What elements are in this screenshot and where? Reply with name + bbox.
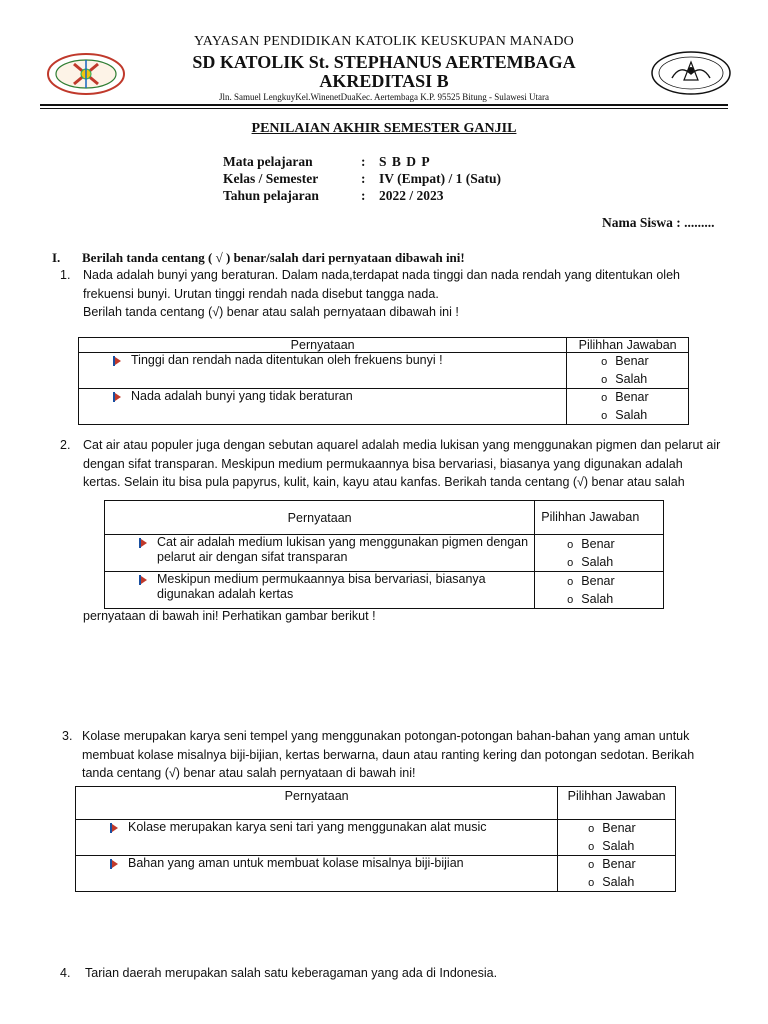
question-line: Berilah tanda centang (√) benar atau salah pernyataan dibawah ini !: [83, 305, 459, 320]
option-salah[interactable]: o Salah: [567, 554, 614, 569]
question-line: frekuensi bunyi. Urutan tinggi rendah nada disebut tangga nada.: [83, 286, 439, 301]
question-number: 4.: [60, 966, 71, 980]
info-label: Mata pelajaran: [223, 154, 313, 169]
question-line: membuat kolase misalnya biji-bijian, kertas berwarna, daun atau ranting kering dan potongan sedotan. Berikah: [82, 747, 695, 762]
question-number: 2.: [60, 438, 71, 452]
option-salah[interactable]: o Salah: [567, 591, 614, 606]
info-value: 2022 / 2023: [379, 188, 444, 203]
arrow-bullet-icon: [106, 859, 118, 869]
info-subject: Mata pelajaran : S B D P: [223, 154, 431, 169]
table-row: [79, 353, 689, 389]
exam-title: PENILAIAN AKHIR SEMESTER GANJIL: [251, 121, 517, 136]
question-line: dengan sifat transparan. Meskipun medium permukaannya bisa bervariasi, biasanya yang digunakan adalah: [83, 456, 683, 471]
column-header-statement: Pernyataan: [76, 787, 558, 820]
info-year: Tahun pelajaran : 2022 / 2023: [223, 188, 444, 203]
school-address: Jln. Samuel LengkuyKel.WinenetDuaKec. Aertembaga K.P. 95525 Bitung - Sulawesi Utara: [218, 92, 550, 102]
question-4: [60, 964, 750, 983]
section-instruction-text: Berilah tanda centang ( √ ) benar/salah dari pernyataan dibawah ini!: [82, 250, 465, 265]
statement-text: Kolase merupakan karya seni tari yang menggunakan alat music: [128, 820, 487, 834]
foundation-name: YAYASAN PENDIDIKAN KATOLIK KEUSKUPAN MANADO: [194, 34, 574, 49]
question-3: [62, 727, 752, 783]
option-salah[interactable]: o Salah: [588, 874, 635, 889]
answer-table-3: [75, 786, 676, 892]
arrow-bullet-icon: [109, 392, 121, 402]
statement-text: Nada adalah bunyi yang tidak beraturan: [131, 389, 353, 403]
statement-text: Meskipun medium permukaannya bisa bervariasi, biasanya digunakan adalah kertas: [157, 572, 486, 601]
option-salah[interactable]: o Salah: [601, 371, 648, 386]
option-salah[interactable]: o Salah: [601, 407, 648, 422]
info-value: IV (Empat) / 1 (Satu): [379, 171, 502, 186]
question-line: Tarian daerah merupakan salah satu keberagaman yang ada di Indonesia.: [85, 966, 498, 980]
info-label: Kelas / Semester: [223, 171, 319, 186]
column-header-statement: Pernyataan: [79, 338, 567, 353]
arrow-bullet-icon: [109, 356, 121, 366]
option-benar[interactable]: o Benar: [588, 821, 636, 835]
statement-text: Bahan yang aman untuk membuat kolase misalnya biji-bijian: [128, 856, 464, 870]
header-divider: [40, 104, 728, 106]
info-value: S B D P: [379, 154, 431, 169]
statement-text: Cat air adalah medium lukisan yang menggunakan pigmen dengan pelarut air dengan sifat transparan: [157, 535, 529, 564]
school-name: SD KATOLIK St. STEPHANUS AERTEMBAGA: [192, 52, 576, 72]
question-2: [60, 436, 760, 492]
statement-text: Tinggi dan rendah nada ditentukan oleh frekuens bunyi !: [131, 353, 443, 367]
question-line: tanda centang (√) benar atau salah pernyataan di bawah ini!: [82, 766, 416, 781]
table-row: [76, 856, 676, 892]
section-instruction: [52, 250, 465, 266]
question-line: kertas. Selain itu bisa pula papyrus, kulit, kain, kayu atau kanfas. Berikah tanda centang (√) benar atau salah: [83, 475, 685, 490]
accreditation: AKREDITASI B: [319, 71, 449, 91]
question-line: Cat air atau populer juga dengan sebutan aquarel adalah media lukisan yang menggunakan pigmen dan pelarut air: [83, 438, 721, 452]
info-label: Tahun pelajaran: [223, 188, 319, 203]
option-benar[interactable]: o Benar: [601, 354, 649, 368]
question-1: [60, 266, 750, 322]
info-class: Kelas / Semester : IV (Empat) / 1 (Satu): [223, 171, 502, 186]
option-benar[interactable]: o Benar: [567, 574, 615, 588]
option-benar[interactable]: o Benar: [588, 857, 636, 871]
column-header-answer: Pilihhan Jawaban: [558, 787, 676, 820]
arrow-bullet-icon: [135, 575, 147, 585]
option-salah[interactable]: o Salah: [588, 838, 635, 853]
table-row: [76, 820, 676, 856]
arrow-bullet-icon: [135, 538, 147, 548]
column-header-statement: Pernyataan: [105, 501, 535, 535]
question-line: Kolase merupakan karya seni tempel yang menggunakan potongan-potongan bahan-bahan yang aman untuk: [82, 729, 690, 743]
table-row: [105, 535, 664, 572]
student-name-field[interactable]: Nama Siswa : .........: [602, 215, 715, 230]
option-benar[interactable]: o Benar: [567, 537, 615, 551]
arrow-bullet-icon: [106, 823, 118, 833]
question-number: 3.: [62, 729, 73, 743]
answer-table-2: [104, 500, 664, 609]
column-header-answer: Pilihhan Jawaban: [567, 338, 689, 353]
question-line: Nada adalah bunyi yang beraturan. Dalam nada,terdapat nada tinggi dan nada rendah yang ditentukan oleh: [83, 268, 680, 282]
option-benar[interactable]: o Benar: [601, 390, 649, 404]
question-2-continuation: pernyataan di bawah ini! Perhatikan gambar berikut !: [83, 609, 376, 623]
table-row: [79, 389, 689, 425]
column-header-answer: Pilihhan Jawaban: [535, 501, 664, 535]
question-number: 1.: [60, 268, 71, 282]
section-number: I.: [52, 250, 61, 265]
header-divider-thin: [40, 108, 728, 109]
table-row: [105, 572, 664, 609]
answer-table-1: [78, 337, 689, 425]
